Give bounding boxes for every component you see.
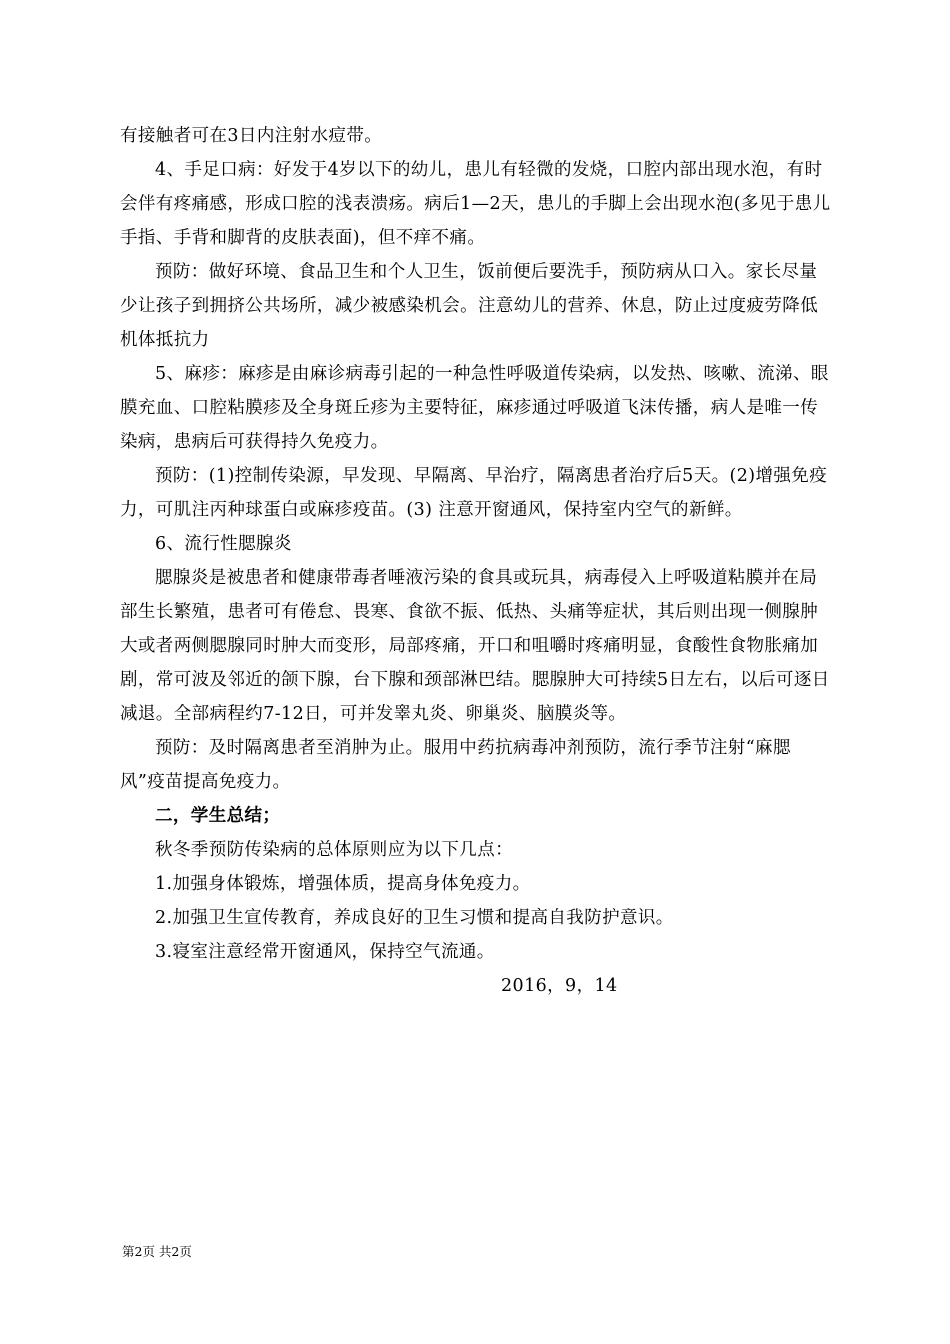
paragraph-mumps-heading: 6、流行性腮腺炎: [155, 534, 292, 554]
paragraph-hfm-prevention: 预防：做好环境、食品卫生和个人卫生，饭前便后要洗手，预防病从口入。家长尽量少让孩子到拥挤公共场所，减少被感染机会。注意幼儿的营养、休息，防止过度疲劳降低机体抵抗力: [120, 262, 819, 350]
list-item-3: 3.寝室注意经常开窗通风，保持空气流通。: [155, 942, 495, 962]
paragraph-measles: 5、麻疹：麻疹是由麻诊病毒引起的一种急性呼吸道传染病，以发热、咳嗽、流涕、眼膜充血、口腔粘膜疹及全身斑丘疹为主要特征，麻疹通过呼吸道飞沫传播，病人是唯一传染病，患病后可获得持久免疫力。: [120, 364, 829, 452]
page-footer: 第2页 共2页: [122, 1244, 192, 1259]
paragraph-mumps-prevention: 预防：及时隔离患者至消肿为止。服用中药抗病毒冲剂预防，流行季节注射“麻腮风”疫苗提高免疫力。: [120, 738, 791, 792]
paragraph-mumps: 腮腺炎是被患者和健康带毒者唾液污染的食具或玩具，病毒侵入上呼吸道粘膜并在局部生长繁殖，患者可有倦怠、畏寒、食欲不振、低热、头痛等症状，其后则出现一侧腺肿大或者两侧腮腺同时肿大而变形，局部疼痛，开口和咀嚼时疼痛明显，食酸性食物胀痛加剧，常可波及邻近的颌下腺，台下腺和颈部淋巴结。腮腺肿大可持续5日左右，以后可逐日减退。全部病程约7-12日，可并发睾丸炎、卵巢炎、脑膜炎等。: [120, 568, 830, 724]
paragraph-measles-prevention: 预防：(1)控制传染源，早发现、早隔离、早治疗，隔离患者治疗后5天。(2)增强免疫力，可肌注丙种球蛋白或麻疹疫苗。(3) 注意开窗通风，保持室内空气的新鲜。: [120, 466, 828, 520]
document-date: 2016，9，14: [501, 976, 618, 996]
paragraph-hand-foot-mouth: 4、手足口病：好发于4岁以下的幼儿，患儿有轻微的发烧，口腔内部出现水泡，有时会伴有疼痛感，形成口腔的浅表溃疡。病后1—2天，患儿的手脚上会出现水泡(多见于患儿手指、手背和脚背的皮肤表面)，但不痒不痛。: [120, 160, 831, 248]
document-body: [120, 119, 832, 1003]
section-heading-student-summary: 二，学生总结；: [155, 806, 281, 826]
list-item-1: 1.加强身体锻炼，增强体质，提高身体免疫力。: [155, 874, 531, 894]
list-item-2: 2.加强卫生宣传教育，养成良好的卫生习惯和提高自我防护意识。: [155, 908, 674, 928]
paragraph-summary-intro: 秋冬季预防传染病的总体原则应为以下几点：: [155, 840, 513, 860]
paragraph-chickenpox-end: 有接触者可在3日内注射水痘带。: [120, 126, 383, 146]
